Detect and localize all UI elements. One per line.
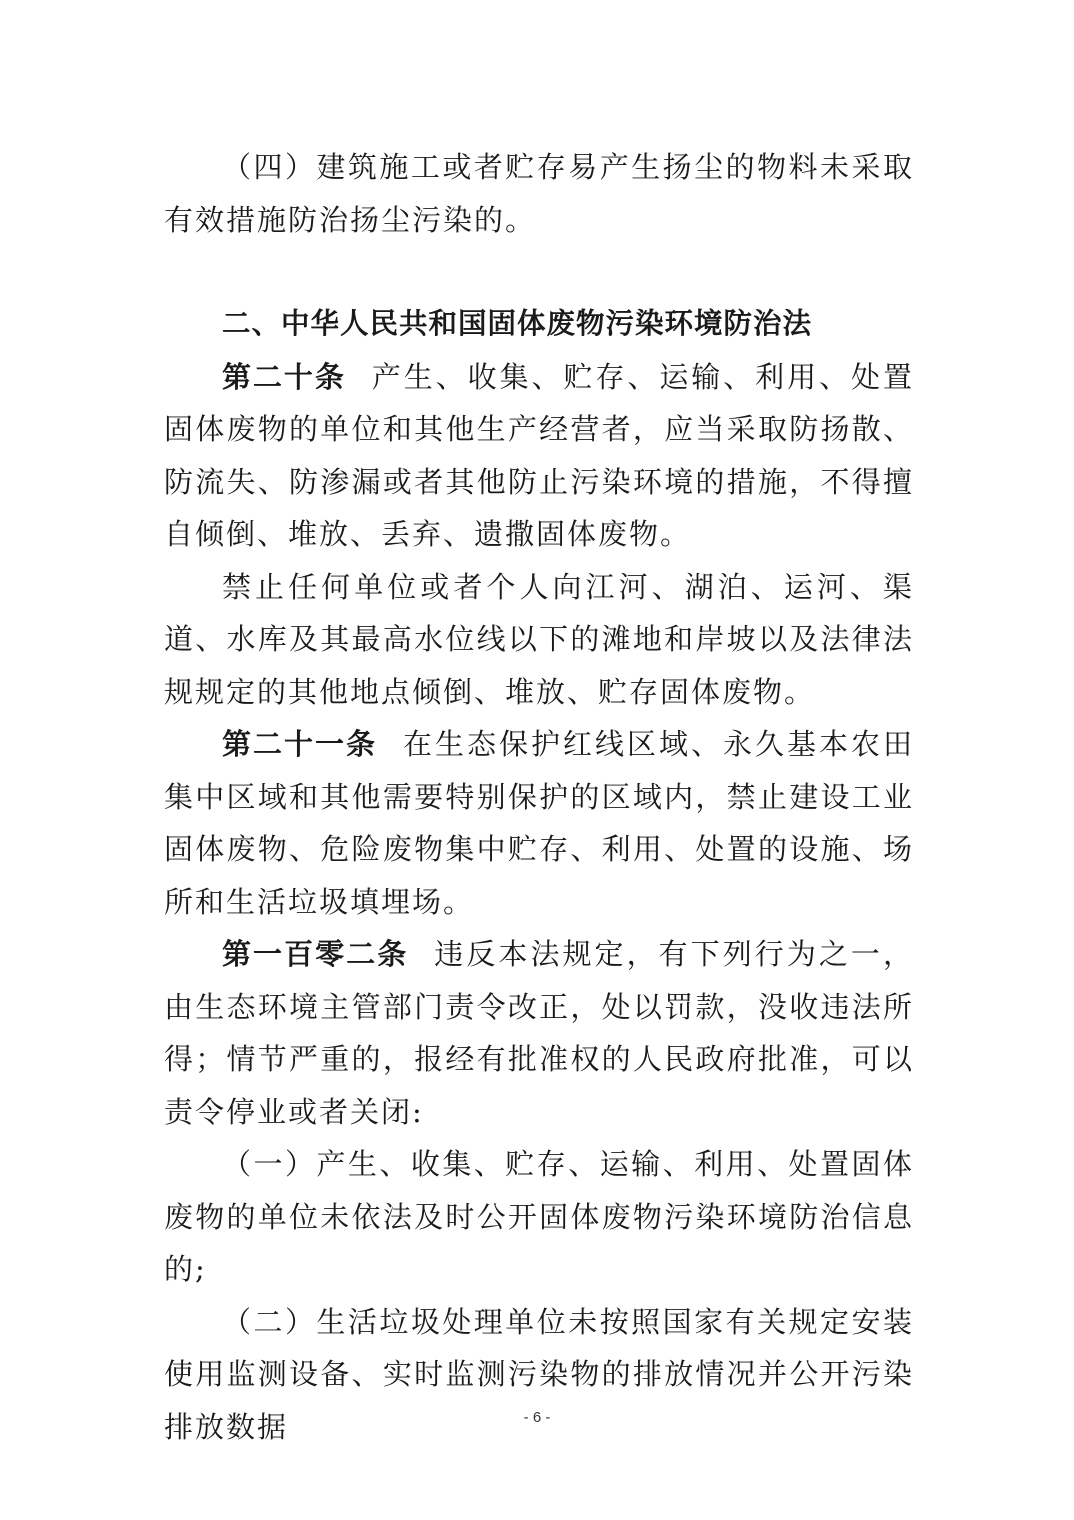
clause-item-2 (164, 1296, 914, 1454)
paragraph-text: 产生、收集、贮存、运输、利用、处置固体废物的单位和其他生产经营者，应当采取防扬散、防流失、防渗漏或者其他防止污染环境的措施，不得擅自倾倒、堆放、丢弃、遗撒固体废物。 (164, 359, 914, 551)
page-number: - 6 - (523, 1409, 551, 1426)
article-number: 第一百零二条 (222, 937, 409, 971)
clause-item-1 (164, 1138, 914, 1296)
paragraph-text: 禁止任何单位或者个人向江河、湖泊、运河、渠道、水库及其最高水位线以下的滩地和岸坡以及法律法规规定的其他地点倾倒、堆放、贮存固体废物。 (164, 569, 914, 709)
clause-item-4 (164, 141, 914, 246)
paragraph-text: 违反本法规定，有下列行为之一，由生态环境主管部门责令改正，处以罚款，没收违法所得；情节严重的，报经有批准权的人民政府批准，可以责令停业或者关闭: (164, 937, 914, 1129)
paragraph-text: 在生态保护红线区域、永久基本农田集中区域和其他需要特别保护的区域内，禁止建设工业固体废物、危险废物集中贮存、利用、处置的设施、场所和生活垃圾填埋场。 (164, 727, 914, 919)
section-spacer (164, 246, 914, 298)
paragraph-text: （一）产生、收集、贮存、运输、利用、处置固体废物的单位未依法及时公开固体废物污染环境防治信息的; (164, 1147, 914, 1286)
article-102 (164, 928, 914, 1138)
section-heading: 二、中华人民共和国固体废物污染环境防治法 (222, 307, 813, 340)
document-body (164, 141, 914, 1453)
paragraph-text: （二）生活垃圾处理单位未按照国家有关规定安装使用监测设备、实时监测污染物的排放情况并公开污染排放数据 (164, 1304, 914, 1444)
article-20 (164, 351, 914, 561)
paragraph-text: （四）建筑施工或者贮存易产生扬尘的物料未采取有效措施防治扬尘污染的。 (164, 150, 914, 237)
article-number: 第二十条 (222, 359, 346, 394)
article-20-paragraph-2 (164, 561, 914, 719)
article-number: 第二十一条 (222, 727, 377, 761)
article-21 (164, 718, 914, 928)
